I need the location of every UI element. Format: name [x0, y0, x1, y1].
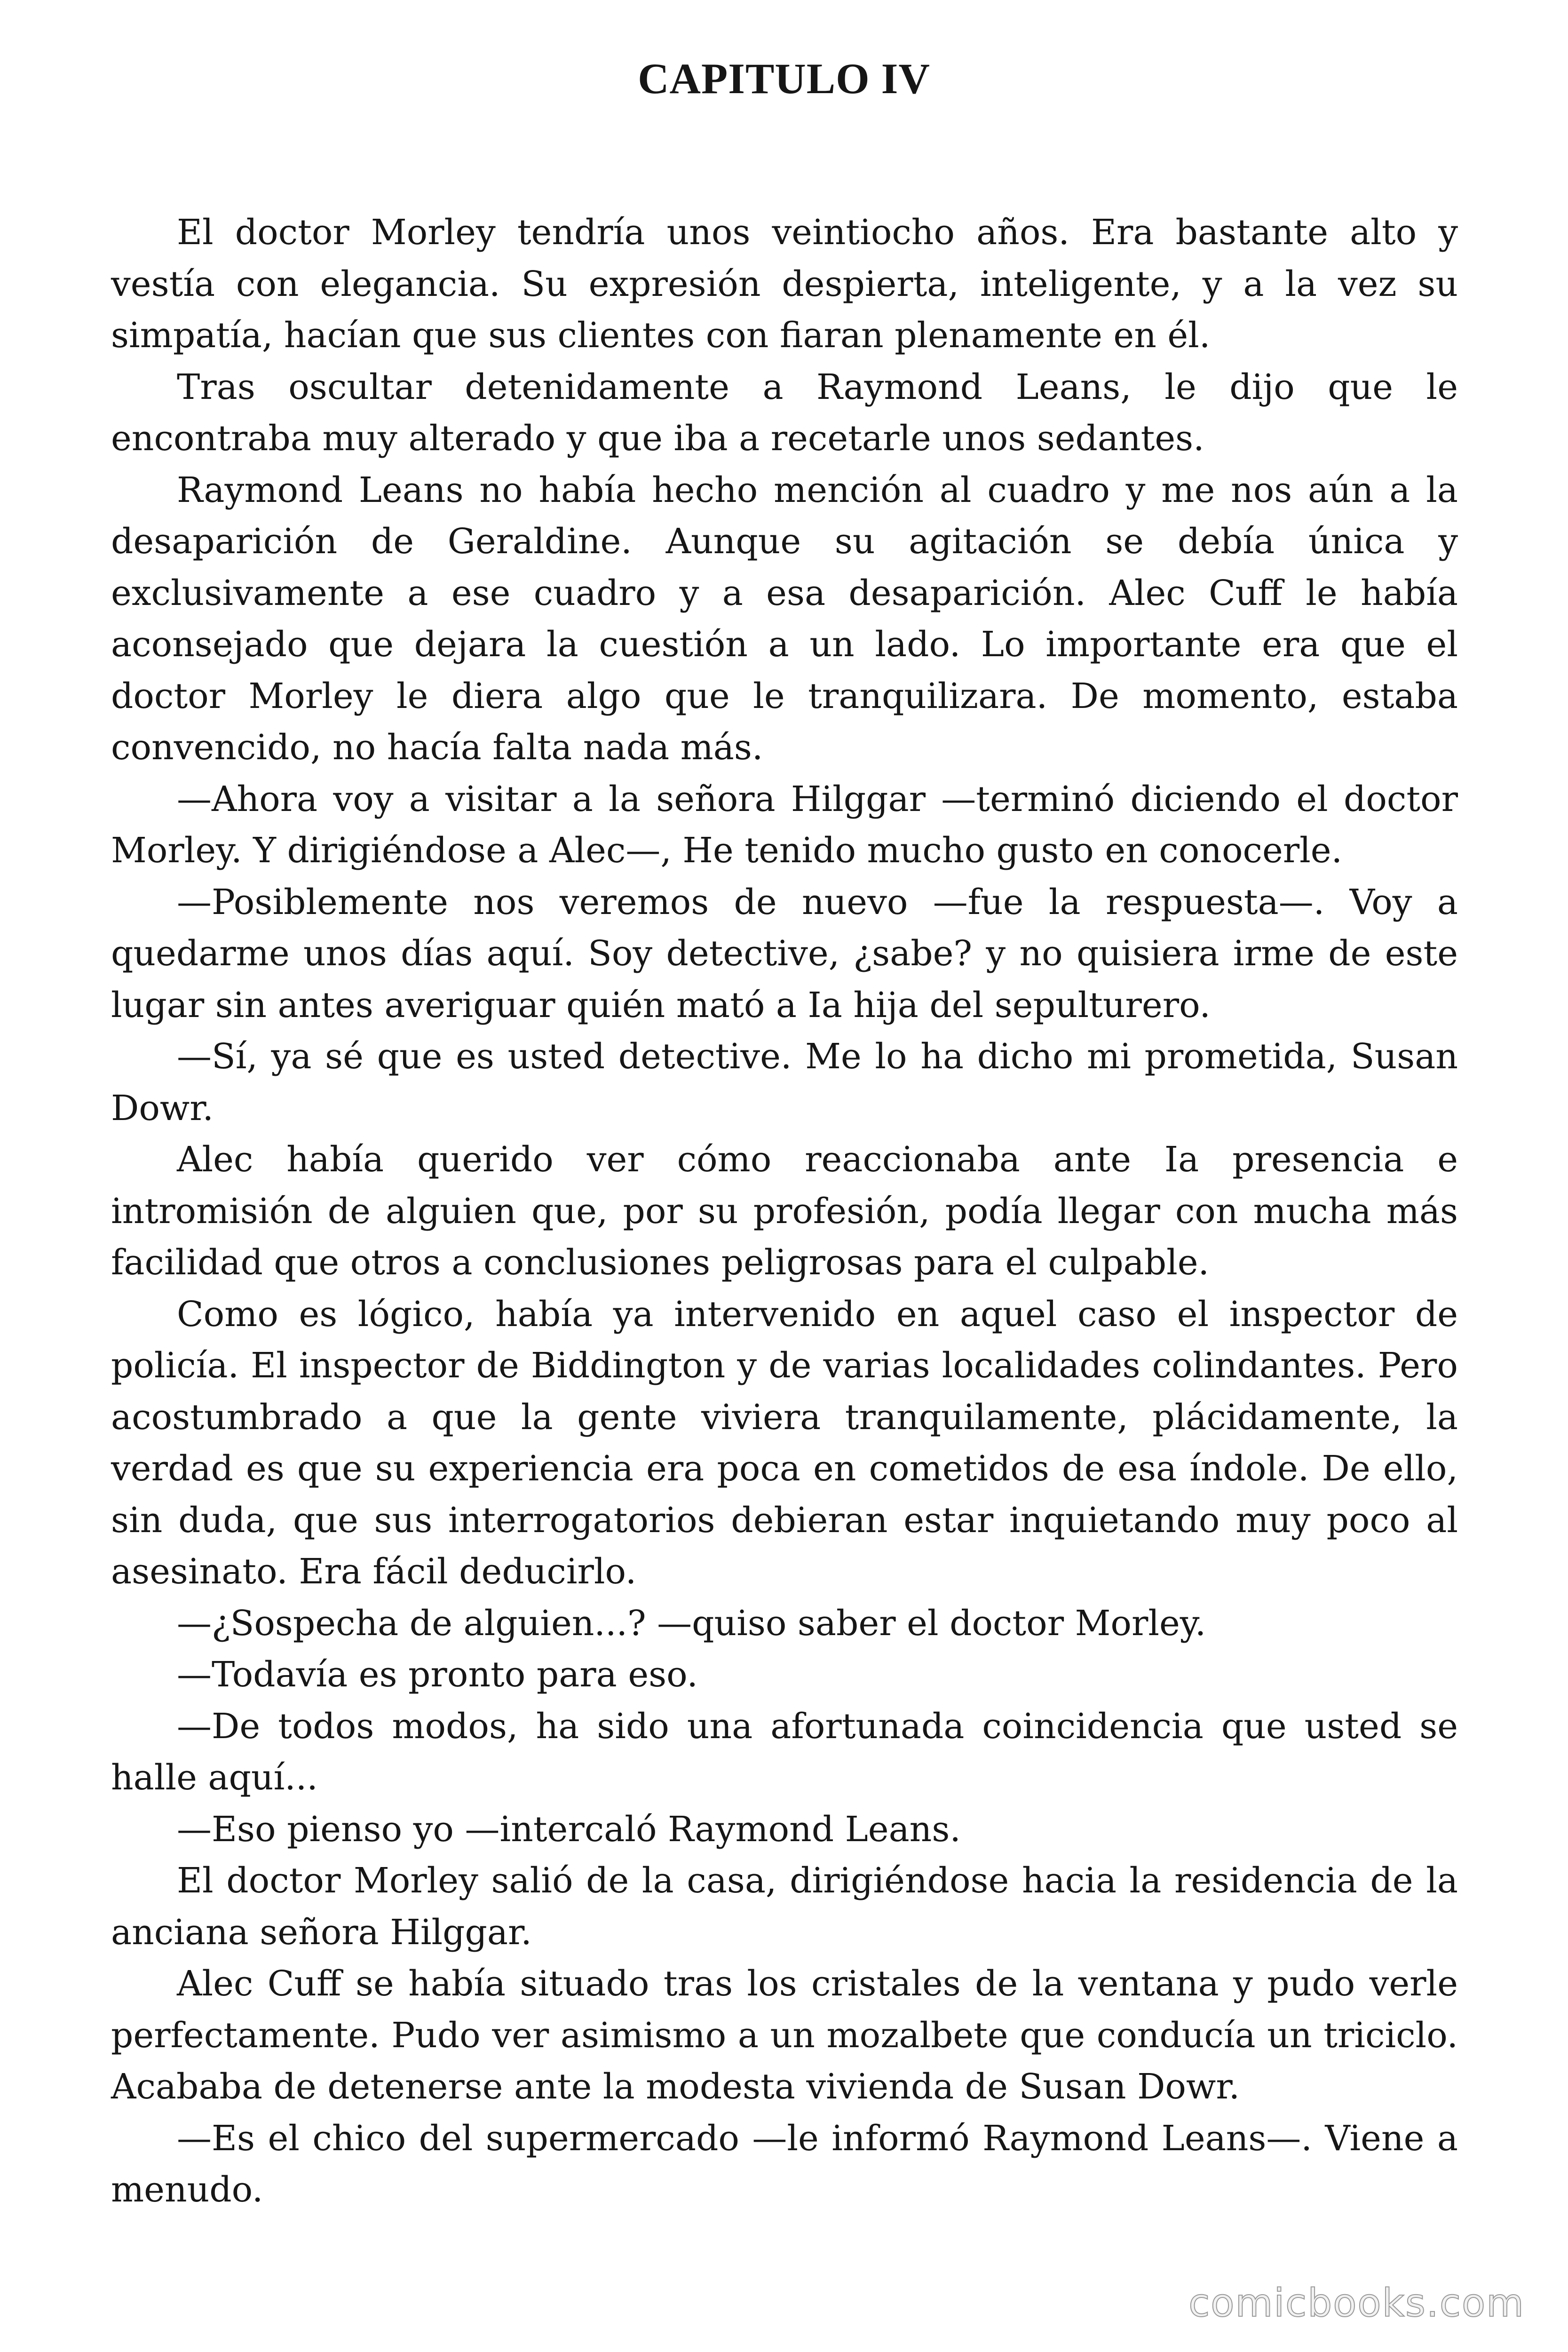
paragraph: Alec había querido ver cómo reaccionaba ante Ia presencia e intromisión de alguien que, por su profesión, podía llegar con mucha más facilidad que otros a conclusiones peligrosas para el culpable.: [111, 1139, 1458, 1283]
paragraph: —Eso pienso yo —intercaló Raymond Leans.: [177, 1809, 961, 1850]
watermark: comicbooks.com: [1188, 2281, 1525, 2326]
chapter-body: [111, 207, 1458, 2216]
paragraph: Alec Cuff se había situado tras los cristales de la ventana y pudo verle perfectamente. Pudo ver asimismo a un mozalbete que conducía un triciclo. Acababa de detenerse ante la modesta vivienda de Susan Dowr.: [111, 1963, 1458, 2107]
paragraph: Raymond Leans no había hecho mención al cuadro y me nos aún a la desaparición de Geraldine. Aunque su agitación se debía única y exclusivamente a ese cuadro y a esa desaparición. Alec Cuff le había aconsejado que dejara la cuestión a un lado. Lo importante era que el doctor Morley le diera algo que le tranquilizara. De momento, estaba convencido, no hacía falta nada más.: [111, 469, 1458, 768]
paragraph: El doctor Morley tendría unos veintiocho años. Era bastante alto y vestía con elegancia. Su expresión despierta, inteligente, y a la vez su simpatía, hacían que sus clientes con fiaran plenamente en él.: [111, 212, 1458, 356]
paragraph: —Es el chico del supermercado —le informó Raymond Leans—. Viene a menudo.: [111, 2118, 1458, 2210]
paragraph: Tras oscultar detenidamente a Raymond Leans, le dijo que le encontraba muy alterado y que iba a recetarle unos sedantes.: [111, 366, 1458, 459]
paragraph: —Todavía es pronto para eso.: [177, 1654, 698, 1695]
paragraph: —Posiblemente nos veremos de nuevo —fue la respuesta—. Voy a quedarme unos días aquí. Soy detective, ¿sabe? y no quisiera irme de este lugar sin antes averiguar quién mató a Ia hija del sepulturero.: [111, 882, 1458, 1025]
chapter-title: CAPITULO IV: [638, 55, 930, 103]
paragraph: El doctor Morley salió de la casa, dirigiéndose hacia la residencia de la anciana señora Hilggar.: [111, 1860, 1458, 1953]
paragraph: —Ahora voy a visitar a la señora Hilggar —terminó diciendo el doctor Morley. Y dirigiéndose a Alec—, He tenido mucho gusto en conocerle.: [111, 779, 1458, 871]
paragraph: —¿Sospecha de alguien...? —quiso saber el doctor Morley.: [177, 1603, 1206, 1644]
paragraph: —Sí, ya sé que es usted detective. Me lo ha dicho mi prometida, Susan Dowr.: [111, 1036, 1458, 1128]
paragraph: —De todos modos, ha sido una afortunada coincidencia que usted se halle aquí...: [111, 1706, 1458, 1798]
paragraph: Como es lógico, había ya intervenido en aquel caso el inspector de policía. El inspector de Biddington y de varias localidades colindantes. Pero acostumbrado a que la gente viviera tranquilamente, plácidamente, la verdad es que su experiencia era poca en cometidos de esa índole. De ello, sin duda, que sus interrogatorios debieran estar inquietando muy poco al asesinato. Era fácil deducirlo.: [111, 1294, 1458, 1592]
